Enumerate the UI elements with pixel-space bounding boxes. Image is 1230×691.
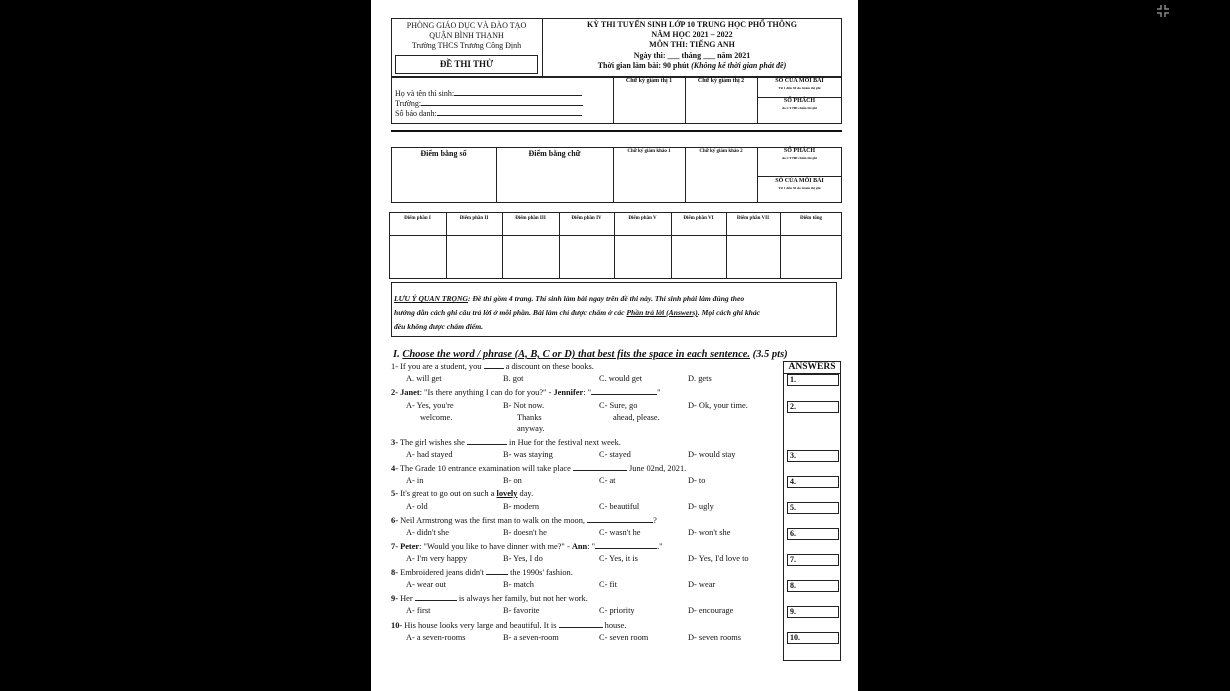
question-dash: - (546, 388, 554, 397)
answer-box-8[interactable]: 8. (787, 580, 839, 592)
question-text: Her (400, 594, 413, 603)
answer-box-7[interactable]: 7. (787, 554, 839, 566)
score-number-label: Điểm bằng số (420, 149, 467, 158)
question-text: house. (604, 621, 627, 630)
parts-table-header: Điểm phần I (404, 216, 431, 221)
question-number: 2- (391, 388, 398, 397)
examiner-2-signature: Chữ ký giám khảo 2 (699, 149, 743, 154)
question-4-option-c[interactable]: C- at (599, 476, 616, 485)
answer-box-2[interactable]: 2. (787, 401, 839, 413)
speaker-1: Janet (400, 388, 420, 397)
question-6 (391, 515, 657, 526)
exam-title: KỲ THI TUYỂN SINH LỚP 10 TRUNG HỌC PHỔ THÔNG (587, 20, 797, 29)
answers-header: ANSWERS (788, 362, 836, 372)
question-text: in Hue for the festival next week. (509, 438, 621, 447)
question-10 (391, 620, 626, 631)
question-3-option-d[interactable]: D- would stay (688, 450, 736, 459)
question-2-option-a-cont: welcome. (420, 413, 453, 422)
question-2-option-a[interactable]: A- Yes, you're (406, 401, 454, 410)
question-number: 8- (391, 568, 398, 577)
question-6-option-a[interactable]: A- didn't she (406, 528, 449, 537)
question-8-option-c[interactable]: C- fit (599, 580, 617, 589)
question-5 (391, 489, 533, 499)
notice-text (394, 292, 836, 334)
question-8 (391, 567, 573, 578)
answer-box-10[interactable]: 10. (787, 632, 839, 644)
question-5-option-d[interactable]: D- ugly (688, 502, 714, 511)
answer-box-5[interactable]: 5. (787, 502, 839, 514)
duration (542, 61, 842, 70)
question-text: : "Is there anything I can do for you?" (419, 388, 547, 397)
department-name: PHÒNG GIÁO DỤC VÀ ĐÀO TẠO (406, 21, 527, 30)
notice-text-1: : Đề thi gồm 4 trang. Thí sinh làm bài ngay trên đề thi này. Thí sinh phải làm đúng theo (468, 294, 745, 303)
question-7-option-b[interactable]: B- Yes, I do (503, 554, 543, 563)
scoring-divider-h (757, 176, 842, 177)
parts-table-header: Điểm tổng (799, 216, 823, 221)
section-heading (393, 349, 788, 361)
question-text: : "Would you like to have dinner with me?" (419, 542, 565, 551)
score-paper-title: SỐ CỦA MỖI BÀI (775, 178, 824, 184)
question-9-option-d[interactable]: D- encourage (688, 606, 734, 615)
mock-exam-badge: ĐỀ THI THỬ (395, 55, 538, 74)
parts-table-score-cell[interactable] (726, 236, 780, 278)
question-text: If you are a student, you (400, 362, 482, 371)
question-dash: - (564, 542, 572, 551)
exam-page[interactable] (371, 0, 858, 691)
school-year: NĂM HỌC 2021 – 2022 (651, 30, 733, 39)
detach-code-note: do CT HĐ chấm thi ghi (781, 106, 818, 110)
question-6-option-c[interactable]: C- wasn't he (599, 528, 641, 537)
question-3-option-c[interactable]: C- stayed (599, 450, 631, 459)
cut-line (391, 130, 842, 132)
question-4-option-a[interactable]: A- in (406, 476, 424, 485)
question-text: It's great to go out on such a (400, 489, 495, 498)
section-number: I. (393, 349, 400, 360)
answer-box-9[interactable]: 9. (787, 606, 839, 618)
question-6-option-d[interactable]: D- won't she (688, 528, 731, 537)
question-10-option-a[interactable]: A- a seven-rooms (406, 633, 466, 642)
question-7: 7- Peter: "Would you like to have dinner with me?" - Ann: " ." (391, 542, 663, 551)
question-number: 10- (391, 621, 403, 630)
question-10-option-b[interactable]: B- a seven-room (503, 633, 559, 642)
candidate-name-field[interactable] (395, 88, 582, 98)
parts-table-header: Điểm phần III (515, 216, 546, 221)
question-9 (391, 593, 588, 604)
underlined-word: lovely (496, 489, 518, 498)
question-text: ? (653, 516, 657, 525)
question-1-option-d[interactable]: D. gets (688, 374, 712, 383)
candidate-id-label: Số báo danh: (395, 109, 437, 118)
score-detach-title: SỐ PHÁCH (783, 148, 816, 154)
candidate-school-field[interactable] (395, 98, 583, 108)
question-5-option-c[interactable]: C- beautiful (599, 502, 640, 511)
question-9-option-c[interactable]: C- priority (599, 606, 635, 615)
notice-answers-link: Phần trả lời (Answers) (626, 308, 698, 317)
question-number: 1- (391, 362, 398, 371)
question-8-option-a[interactable]: A- wear out (406, 580, 446, 589)
supervisor-2-signature: Chữ ký giám thị 2 (697, 78, 745, 84)
answer-box-3[interactable]: 3. (787, 450, 839, 462)
parts-table-score-cell[interactable] (671, 236, 726, 278)
question-4 (391, 463, 686, 474)
question-2-option-b-cont: Thanks (517, 413, 542, 422)
notice-text-4: đều không được chấm điểm. (394, 322, 483, 331)
question-text: a discount on these books. (505, 362, 594, 371)
question-3-option-b[interactable]: B- was staying (503, 450, 553, 459)
question-text: His house looks very large and beautiful. It is (404, 621, 557, 630)
question-text: The girl wishes she (399, 438, 465, 447)
question-number: 9- (391, 594, 398, 603)
question-text: June 02nd, 2021. (629, 464, 687, 473)
question-3-option-a[interactable]: A- had stayed (406, 450, 453, 459)
question-1-option-a[interactable]: A. will get (406, 374, 442, 383)
question-10-option-c[interactable]: C- seven room (599, 633, 649, 642)
question-4-option-d[interactable]: D- to (688, 476, 706, 485)
question-text: The Grade 10 entrance examination will take place (399, 464, 571, 473)
parts-table-score-cell[interactable] (780, 236, 842, 278)
question-2-option-b[interactable]: B- Not now. (503, 401, 545, 410)
parts-table-header: Điểm phần IV (571, 216, 602, 221)
notice-text-2: hướng dẫn cách ghi câu trả lời ở mỗi phần. Bài làm chỉ được chấm ở các (394, 308, 625, 317)
candidate-name-label: Họ và tên thí sinh: (395, 89, 455, 98)
paper-number-title: SỐ CỦA MỖI BÀI (775, 78, 824, 84)
speaker-2: Ann (571, 542, 588, 551)
district-name: QUẬN BÌNH THẠNH (429, 31, 504, 40)
question-number: 6- (391, 516, 398, 525)
parts-table-score-cell[interactable] (446, 236, 502, 278)
parts-table-score-cell[interactable] (559, 236, 614, 278)
section-points: (3.5 pts) (752, 349, 788, 360)
question-2-option-d[interactable]: D- Ok, your time. (688, 401, 748, 410)
question-7-option-a[interactable]: A- I'm very happy (406, 554, 468, 563)
exam-date: Ngày thi: ___ tháng ___ năm 2021 (633, 51, 751, 60)
parts-table-header: Điểm phần II (459, 216, 489, 221)
question-5-option-b[interactable]: B- modern (503, 502, 540, 511)
question-10-option-d[interactable]: D- seven rooms (688, 633, 742, 642)
duration-main: Thời gian làm bài: 90 phút (597, 61, 690, 70)
question-2-option-b-cont2: anyway. (517, 424, 545, 433)
speaker-1: Peter (400, 542, 420, 551)
question-text: Embroidered jeans didn't (400, 568, 484, 577)
question-number: 5- (391, 489, 398, 498)
question-2-option-c-cont: ahead, please. (613, 413, 660, 422)
school-name: Trường THCS Trương Công Định (411, 41, 522, 50)
question-number: 3- (391, 438, 398, 447)
question-4-option-b[interactable]: B- on (503, 476, 522, 485)
parts-table-header: Điểm phần V (628, 216, 657, 221)
examiner-1-signature: Chữ ký giám khảo 1 (627, 149, 671, 154)
question-7-option-c[interactable]: C- Yes, it is (599, 554, 638, 563)
paper-number-note: Từ 1 đến 30 do Giám thị ghi (778, 86, 821, 90)
question-text: : " (587, 542, 596, 551)
score-word-label: Điểm bằng chữ (528, 149, 581, 158)
candidate-id-field[interactable] (395, 108, 582, 118)
question-text: the 1990s' fashion. (510, 568, 573, 577)
parts-table-score-cell[interactable] (389, 236, 446, 278)
score-paper-note: Từ 1 đến 30 do Giám thị ghi (778, 186, 821, 190)
notice-text-3: . Mọi cách ghi khác (697, 308, 761, 317)
speaker-2: Jennifer (553, 388, 584, 397)
question-9-option-b[interactable]: B- favorite (503, 606, 540, 615)
exit-fullscreen-icon[interactable] (1155, 3, 1171, 19)
parts-table-header: Điểm phần VI (683, 216, 714, 221)
answer-box-1[interactable]: 1. (787, 374, 839, 386)
scoring-divider-2 (613, 147, 614, 203)
question-2: 2- Janet: "Is there anything I can do for you?" - Jennifer: " " (391, 388, 661, 397)
question-1-option-b[interactable]: B. got (503, 374, 524, 383)
question-text: is always her family, but not her work. (458, 594, 588, 603)
question-1 (391, 361, 594, 372)
question-text: : " (583, 388, 592, 397)
question-number: 4- (391, 464, 398, 473)
question-text: day. (519, 489, 534, 498)
question-1-option-c[interactable]: C. would get (599, 374, 643, 383)
question-8-option-d[interactable]: D- wear (688, 580, 716, 589)
duration-note: (Không kể thời gian phát đề) (691, 61, 787, 70)
question-7-option-d[interactable]: D- Yes, I'd love to (688, 554, 749, 563)
section-title: Choose the word / phrase (A, B, C or D) that best fits the space in each sentence. (402, 349, 751, 360)
parts-table-score-cell[interactable] (614, 236, 671, 278)
question-number: 7- (391, 542, 398, 551)
answer-box-6[interactable]: 6. (787, 528, 839, 540)
question-2-option-c[interactable]: C- Sure, go (599, 401, 638, 410)
parts-table-header: Điểm phần VII (736, 216, 770, 221)
question-9-option-a[interactable]: A- first (406, 606, 431, 615)
answer-box-4[interactable]: 4. (787, 476, 839, 488)
question-8-option-b[interactable]: B- match (503, 580, 534, 589)
notice-label: LƯU Ý QUAN TRỌNG (394, 294, 469, 303)
supervisor-1-signature: Chữ ký giám thị 1 (625, 78, 673, 84)
question-6-option-b[interactable]: B- doesn't he (503, 528, 547, 537)
subject: MÔN THI: TIẾNG ANH (649, 40, 735, 49)
question-5-option-a[interactable]: A- old (406, 502, 428, 511)
question-text: Neil Armstrong was the first man to walk on the moon, (400, 516, 585, 525)
parts-table-score-cell[interactable] (502, 236, 559, 278)
question-3 (391, 437, 621, 448)
score-detach-note: do CT HĐ chấm thi ghi (781, 156, 818, 160)
detach-code-title: SỐ PHÁCH (783, 98, 816, 104)
candidate-school-label: Trường: (395, 99, 422, 108)
scoring-divider-3 (685, 147, 686, 203)
